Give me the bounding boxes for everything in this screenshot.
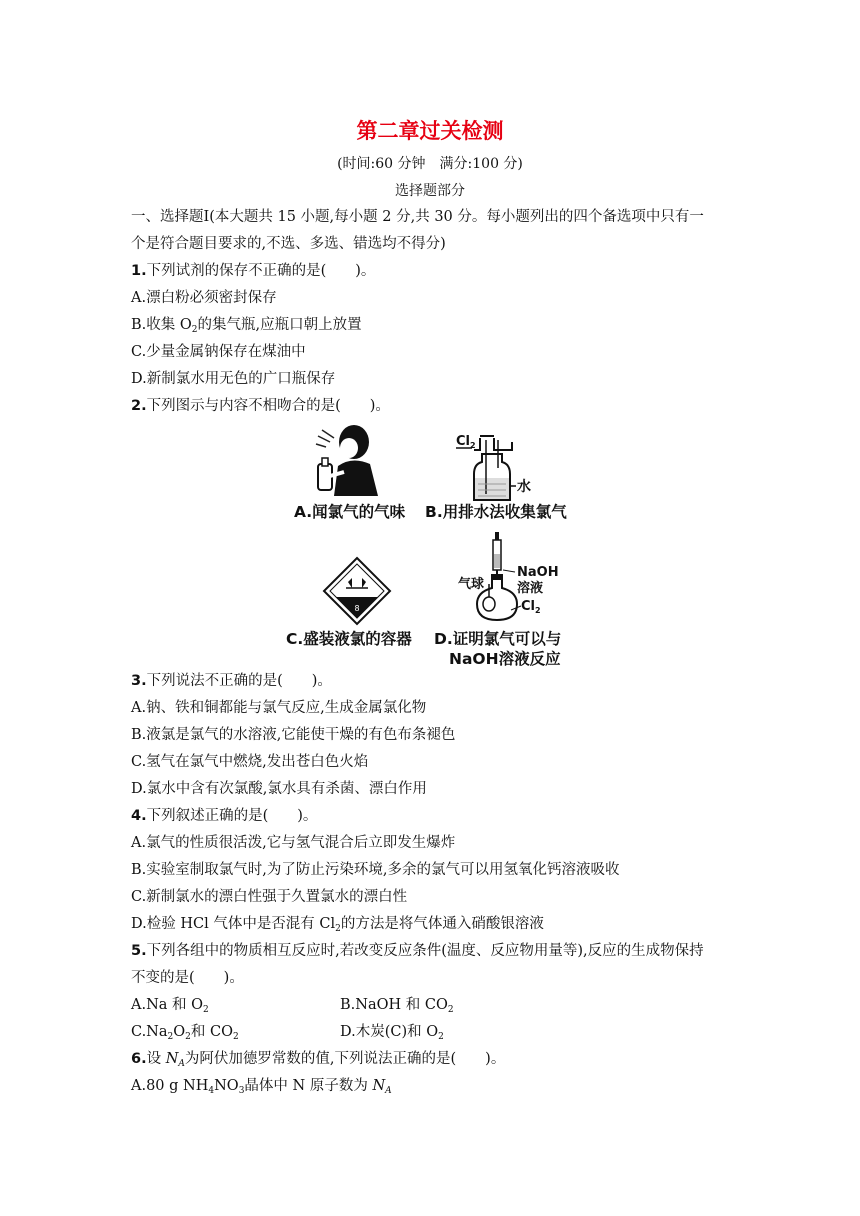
question-2: [131, 396, 390, 416]
question-5-line2: 不变的是( )。: [131, 970, 244, 986]
q5-option-c: $C.Na_2O_2$和 $CO_2$: [131, 1024, 239, 1042]
figure-a-smelling-gas: [300, 420, 386, 500]
question-1: [131, 261, 375, 281]
q6-option-a: A.80 g $NH_4NO_3$晶体中 N 原子数为 $N_A$: [131, 1078, 392, 1096]
figure-caption-d-line1: D.证明氯气可以与: [434, 630, 562, 648]
figure-c-hazard-sign: [322, 556, 392, 626]
figure-caption-a: A.闻氯气的气味: [294, 503, 406, 521]
q4-option-a: A.氯气的性质很活泼,它与氢气混合后立即发生爆炸: [131, 835, 456, 851]
q3-option-d: D.氯水中含有次氯酸,氯水具有杀菌、漂白作用: [131, 781, 427, 797]
svg-text:溶液: 溶液: [517, 581, 544, 596]
q1-option-a: A.漂白粉必须密封保存: [131, 290, 277, 306]
section-heading: 选择题部分: [395, 183, 465, 199]
instructions-line-2: 个是符合题目要求的,不选、多选、错选均不得分): [131, 236, 446, 252]
q1-option-c: C.少量金属钠保存在煤油中: [131, 344, 306, 360]
question-stem: 下列叙述正确的是( )。: [146, 808, 318, 824]
figure-caption-c: C.盛装液氯的容器: [286, 630, 412, 648]
q4-option-c: C.新制氯水的漂白性强于久置氯水的漂白性: [131, 889, 408, 905]
q3-option-a: A.钠、铁和铜都能与氯气反应,生成金属氯化物: [131, 700, 427, 716]
instructions-line-1: 一、选择题Ⅰ(本大题共 15 小题,每小题 2 分,共 30 分。每小题列出的四个备选项中只有一: [131, 209, 704, 225]
q3-option-b: B.液氯是氯气的水溶液,它能使干燥的有色布条褪色: [131, 727, 456, 743]
q5-option-d: D.木炭(C)和 $O_2$: [340, 1024, 444, 1042]
question-number: 1.: [131, 263, 147, 279]
question-stem: 下列试剂的保存不正确的是( )。: [146, 263, 376, 279]
figure-b-gas-bottle: [452, 428, 542, 508]
svg-text:NaOH: NaOH: [517, 565, 559, 580]
question-5: [131, 941, 704, 961]
page-title: 第二章过关检测: [356, 119, 504, 143]
question-stem: 下列说法不正确的是( )。: [146, 673, 332, 689]
figure-caption-d-line2: NaOH溶液反应: [449, 650, 561, 668]
question-6: 6.设 $N_A$为阿伏加德罗常数的值,下列说法正确的是( )。: [131, 1051, 506, 1069]
question-number: 5.: [131, 943, 147, 959]
q1-option-d: D.新制氯水用无色的广口瓶保存: [131, 371, 336, 387]
q4-option-b: B.实验室制取氯气时,为了防止污染环境,多余的氯气可以用氢氧化钙溶液吸收: [131, 862, 620, 878]
svg-text:Cl2: $Cl_2$: [456, 434, 476, 450]
question-stem: 下列各组中的物质相互反应时,若改变反应条件(温度、反应物用量等),反应的生成物保持: [146, 943, 704, 959]
question-3: [131, 671, 332, 691]
figure-caption-b: B.用排水法收集氯气: [425, 503, 567, 521]
svg-text:气球: 气球: [458, 577, 485, 592]
svg-text:Cl2: $Cl_2$: [521, 599, 541, 615]
question-4: [131, 806, 317, 826]
question-number: 2.: [131, 398, 147, 414]
q3-option-c: C.氢气在氯气中燃烧,发出苍白色火焰: [131, 754, 369, 770]
figure-d-flask-balloon: [455, 530, 575, 626]
q5-option-b: B.NaOH 和 $CO_2$: [340, 997, 454, 1015]
svg-text:8: 8: [354, 604, 360, 613]
exam-time-info: (时间:60 分钟 满分:100 分): [337, 156, 523, 172]
question-number: 3.: [131, 673, 147, 689]
q1-option-b: B.收集 $O_2$的集气瓶,应瓶口朝上放置: [131, 317, 362, 335]
question-number: 6.: [131, 1051, 147, 1067]
question-number: 4.: [131, 808, 147, 824]
svg-text:水: 水: [517, 479, 531, 495]
q5-option-a: A.Na 和 $O_2$: [131, 997, 209, 1015]
question-stem: 下列图示与内容不相吻合的是( )。: [146, 398, 390, 414]
q4-option-d: D.检验 HCl 气体中是否混有 $Cl_2$的方法是将气体通入硝酸银溶液: [131, 916, 544, 934]
